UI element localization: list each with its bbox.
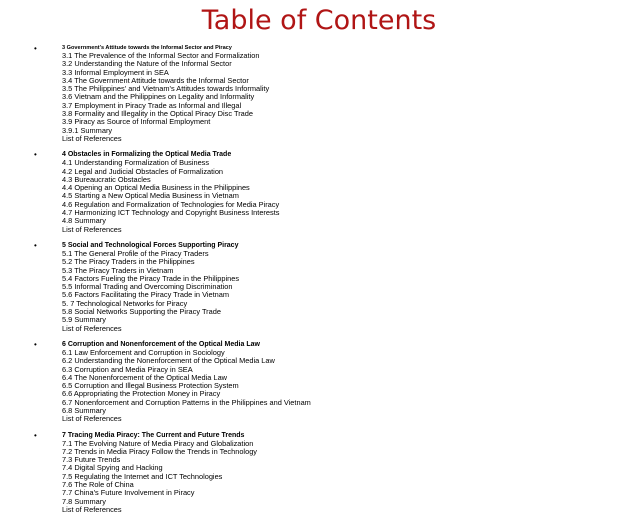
toc-entry: 5.6 Factors Facilitating the Piracy Trade in Vietnam <box>62 290 230 300</box>
toc-entry: 3.1 The Prevalence of the Informal Sector and Formalization <box>62 51 260 60</box>
toc-entry: 4.4 Opening an Optical Media Business in the Philippines <box>62 183 250 193</box>
toc-entry: 6.3 Corruption and Media Piracy in SEA <box>62 364 193 374</box>
toc-entry: 3.2 Understanding the Nature of the Informal Sector <box>62 59 232 69</box>
bullet-icon: • <box>34 150 37 160</box>
toc-entry: 5.4 Factors Fueling the Piracy Trade in the Philippines <box>62 273 240 283</box>
toc-entry: 6.6 Appropriating the Protection Money in Piracy <box>62 389 221 399</box>
section-items <box>62 52 632 143</box>
toc-entry: 6.8 Summary <box>62 405 106 415</box>
toc-entry: 4.7 Harmonizing ICT Technology and Copyright Business Interests <box>62 208 280 218</box>
toc-section <box>32 150 632 234</box>
toc-entry: 6.2 Understanding the Nonenforcement of the Optical Media Law <box>62 356 275 366</box>
section-items <box>62 159 632 234</box>
bullet-icon: • <box>34 240 37 250</box>
toc-entry: 5.8 Social Networks Supporting the Piracy Trade <box>62 307 221 317</box>
toc-entry: 6.7 Nonenforcement and Corruption Patterns in the Philippines and Vietnam <box>62 397 311 407</box>
toc-entry: 5.9 Summary <box>62 315 106 325</box>
toc-entry: 4.8 Summary <box>62 216 106 226</box>
toc-entry: 7.6 The Role of China <box>62 480 134 490</box>
toc-entry: 6.4 The Nonenforcement of the Optical Media Law <box>62 372 228 382</box>
toc-entry: 5. 7 Technological Networks for Piracy <box>62 298 188 308</box>
toc-entry: 4.1 Understanding Formalization of Business <box>62 158 210 168</box>
toc-entry: List of References <box>62 224 122 234</box>
toc-entry: 3.9 Piracy as Source of Informal Employment <box>62 117 211 127</box>
toc-entry: 7.7 China's Future Involvement in Piracy <box>62 488 195 498</box>
toc-entry: 5.3 The Piracy Traders in Vietnam <box>62 265 174 275</box>
toc-entry: 5.2 The Piracy Traders in the Philippines <box>62 257 195 267</box>
toc-entry: 7.3 Future Trends <box>62 455 121 465</box>
toc-entry: 4.2 Legal and Judicial Obstacles of Formalization <box>62 166 224 176</box>
toc-entry: 4.5 Starting a New Optical Media Business in Vietnam <box>62 191 239 201</box>
toc-entry: List of References <box>62 414 122 424</box>
toc-entry: 4.3 Bureaucratic Obstacles <box>62 174 151 184</box>
section-heading: 7 Tracing Media Piracy: The Current and Future Trends <box>62 431 245 439</box>
section-heading: 5 Social and Technological Forces Supporting Piracy <box>62 241 239 249</box>
toc-section <box>32 340 632 424</box>
toc-entry: 7.2 Trends in Media Piracy Follow the Trends in Technology <box>62 446 257 456</box>
toc-section <box>32 44 632 143</box>
toc-section <box>32 241 632 333</box>
section-heading: 6 Corruption and Nonenforcement of the Optical Media Law <box>62 340 260 348</box>
toc-entry: 7.5 Regulating the Internet and ICT Technologies <box>62 471 223 481</box>
toc-entry: 6.1 Law Enforcement and Corruption in Sociology <box>62 347 225 357</box>
section-heading: 4 Obstacles in Formalizing the Optical Media Trade <box>62 151 232 159</box>
toc-entry: 3.3 Informal Employment in SEA <box>62 67 169 77</box>
table-of-contents <box>32 44 632 521</box>
toc-entry: 3.8 Formality and Illegality in the Optical Piracy Disc Trade <box>62 109 254 119</box>
toc-section <box>32 431 632 515</box>
toc-entry: 7.4 Digital Spying and Hacking <box>62 463 163 473</box>
toc-entry: List of References <box>62 504 122 514</box>
toc-entry: 3.7 Employment in Piracy Trade as Informal and Illegal <box>62 100 242 110</box>
toc-entry: 3.6 Vietnam and the Philippines on Legality and Informality <box>62 92 255 102</box>
bullet-icon: • <box>34 44 37 53</box>
toc-entry: 6.5 Corruption and Illegal Business Protection System <box>62 381 239 391</box>
toc-entry: List of References <box>62 133 122 143</box>
section-items <box>62 440 632 515</box>
toc-entry: 7.8 Summary <box>62 496 106 506</box>
section-items <box>62 250 632 333</box>
toc-entry: 5.5 Informal Trading and Overcoming Discrimination <box>62 282 233 292</box>
bullet-icon: • <box>34 339 37 349</box>
section-items <box>62 349 632 424</box>
toc-entry: 5.1 The General Profile of the Piracy Traders <box>62 248 209 258</box>
toc-entry: 3.9.1 Summary <box>62 125 113 135</box>
bullet-icon: • <box>34 430 37 440</box>
toc-entry: 7.1 The Evolving Nature of Media Piracy and Globalization <box>62 438 254 448</box>
toc-entry: 3.4 The Government Attitude towards the Informal Sector <box>62 75 249 85</box>
toc-entry: List of References <box>62 323 122 333</box>
toc-entry: 3.5 The Philippines' and Vietnam's Attitudes towards Informality <box>62 84 270 94</box>
page-title: Table of Contents <box>201 5 437 36</box>
toc-entry: 4.6 Regulation and Formalization of Technologies for Media Piracy <box>62 199 280 209</box>
section-heading: 3 Government's Attitude towards the Informal Sector and Piracy <box>62 45 232 51</box>
